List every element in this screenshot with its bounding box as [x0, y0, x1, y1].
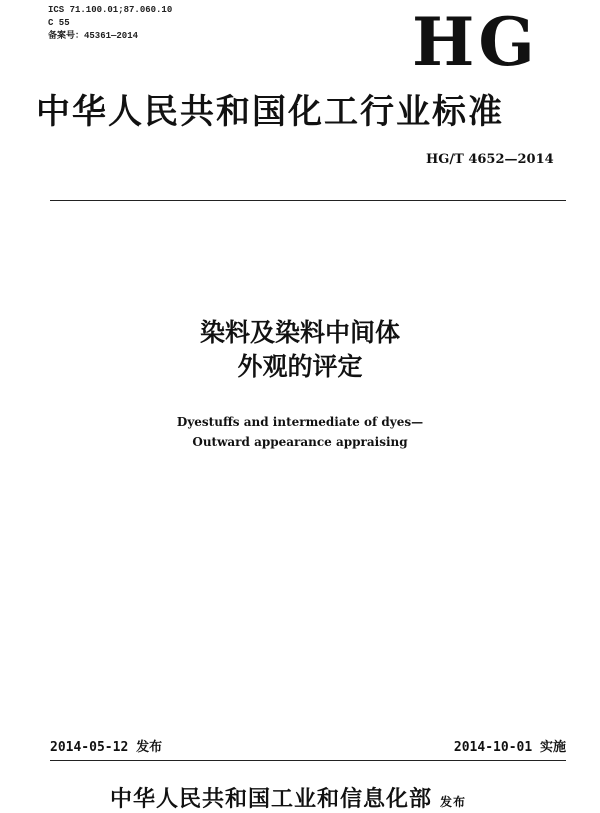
- standard-category-title: 中华人民共和国化工行业标准: [36, 92, 504, 132]
- publisher-suffix: 发布: [440, 795, 467, 809]
- title-en-line-2: Outward appearance appraising: [192, 435, 408, 449]
- ics-code: ICS 71.100.01;87.060.10: [48, 5, 173, 15]
- implementation-date: 2014-10-01 实施: [453, 740, 566, 755]
- header-divider: [50, 200, 566, 201]
- title-zh-line-2: 外观的评定: [237, 352, 363, 381]
- publisher-name: 中华人民共和国工业和信息化部: [110, 787, 433, 812]
- publisher: [110, 782, 466, 813]
- document-title-en: [0, 412, 600, 452]
- title-en-line-1: Dyestuffs and intermediate of dyes—: [176, 415, 424, 429]
- document-title-zh: [0, 316, 600, 384]
- footer-divider: [50, 760, 566, 761]
- standard-number: HG/T 4652—2014: [426, 152, 554, 167]
- standard-code-logo: HG: [412, 3, 539, 81]
- classification-block: [48, 4, 172, 43]
- record-number: 备案号：45361—2014: [48, 31, 139, 41]
- issue-date: 2014-05-12 发布: [50, 740, 163, 755]
- title-zh-line-1: 染料及染料中间体: [199, 318, 400, 347]
- ccs-code: C 55: [48, 18, 70, 28]
